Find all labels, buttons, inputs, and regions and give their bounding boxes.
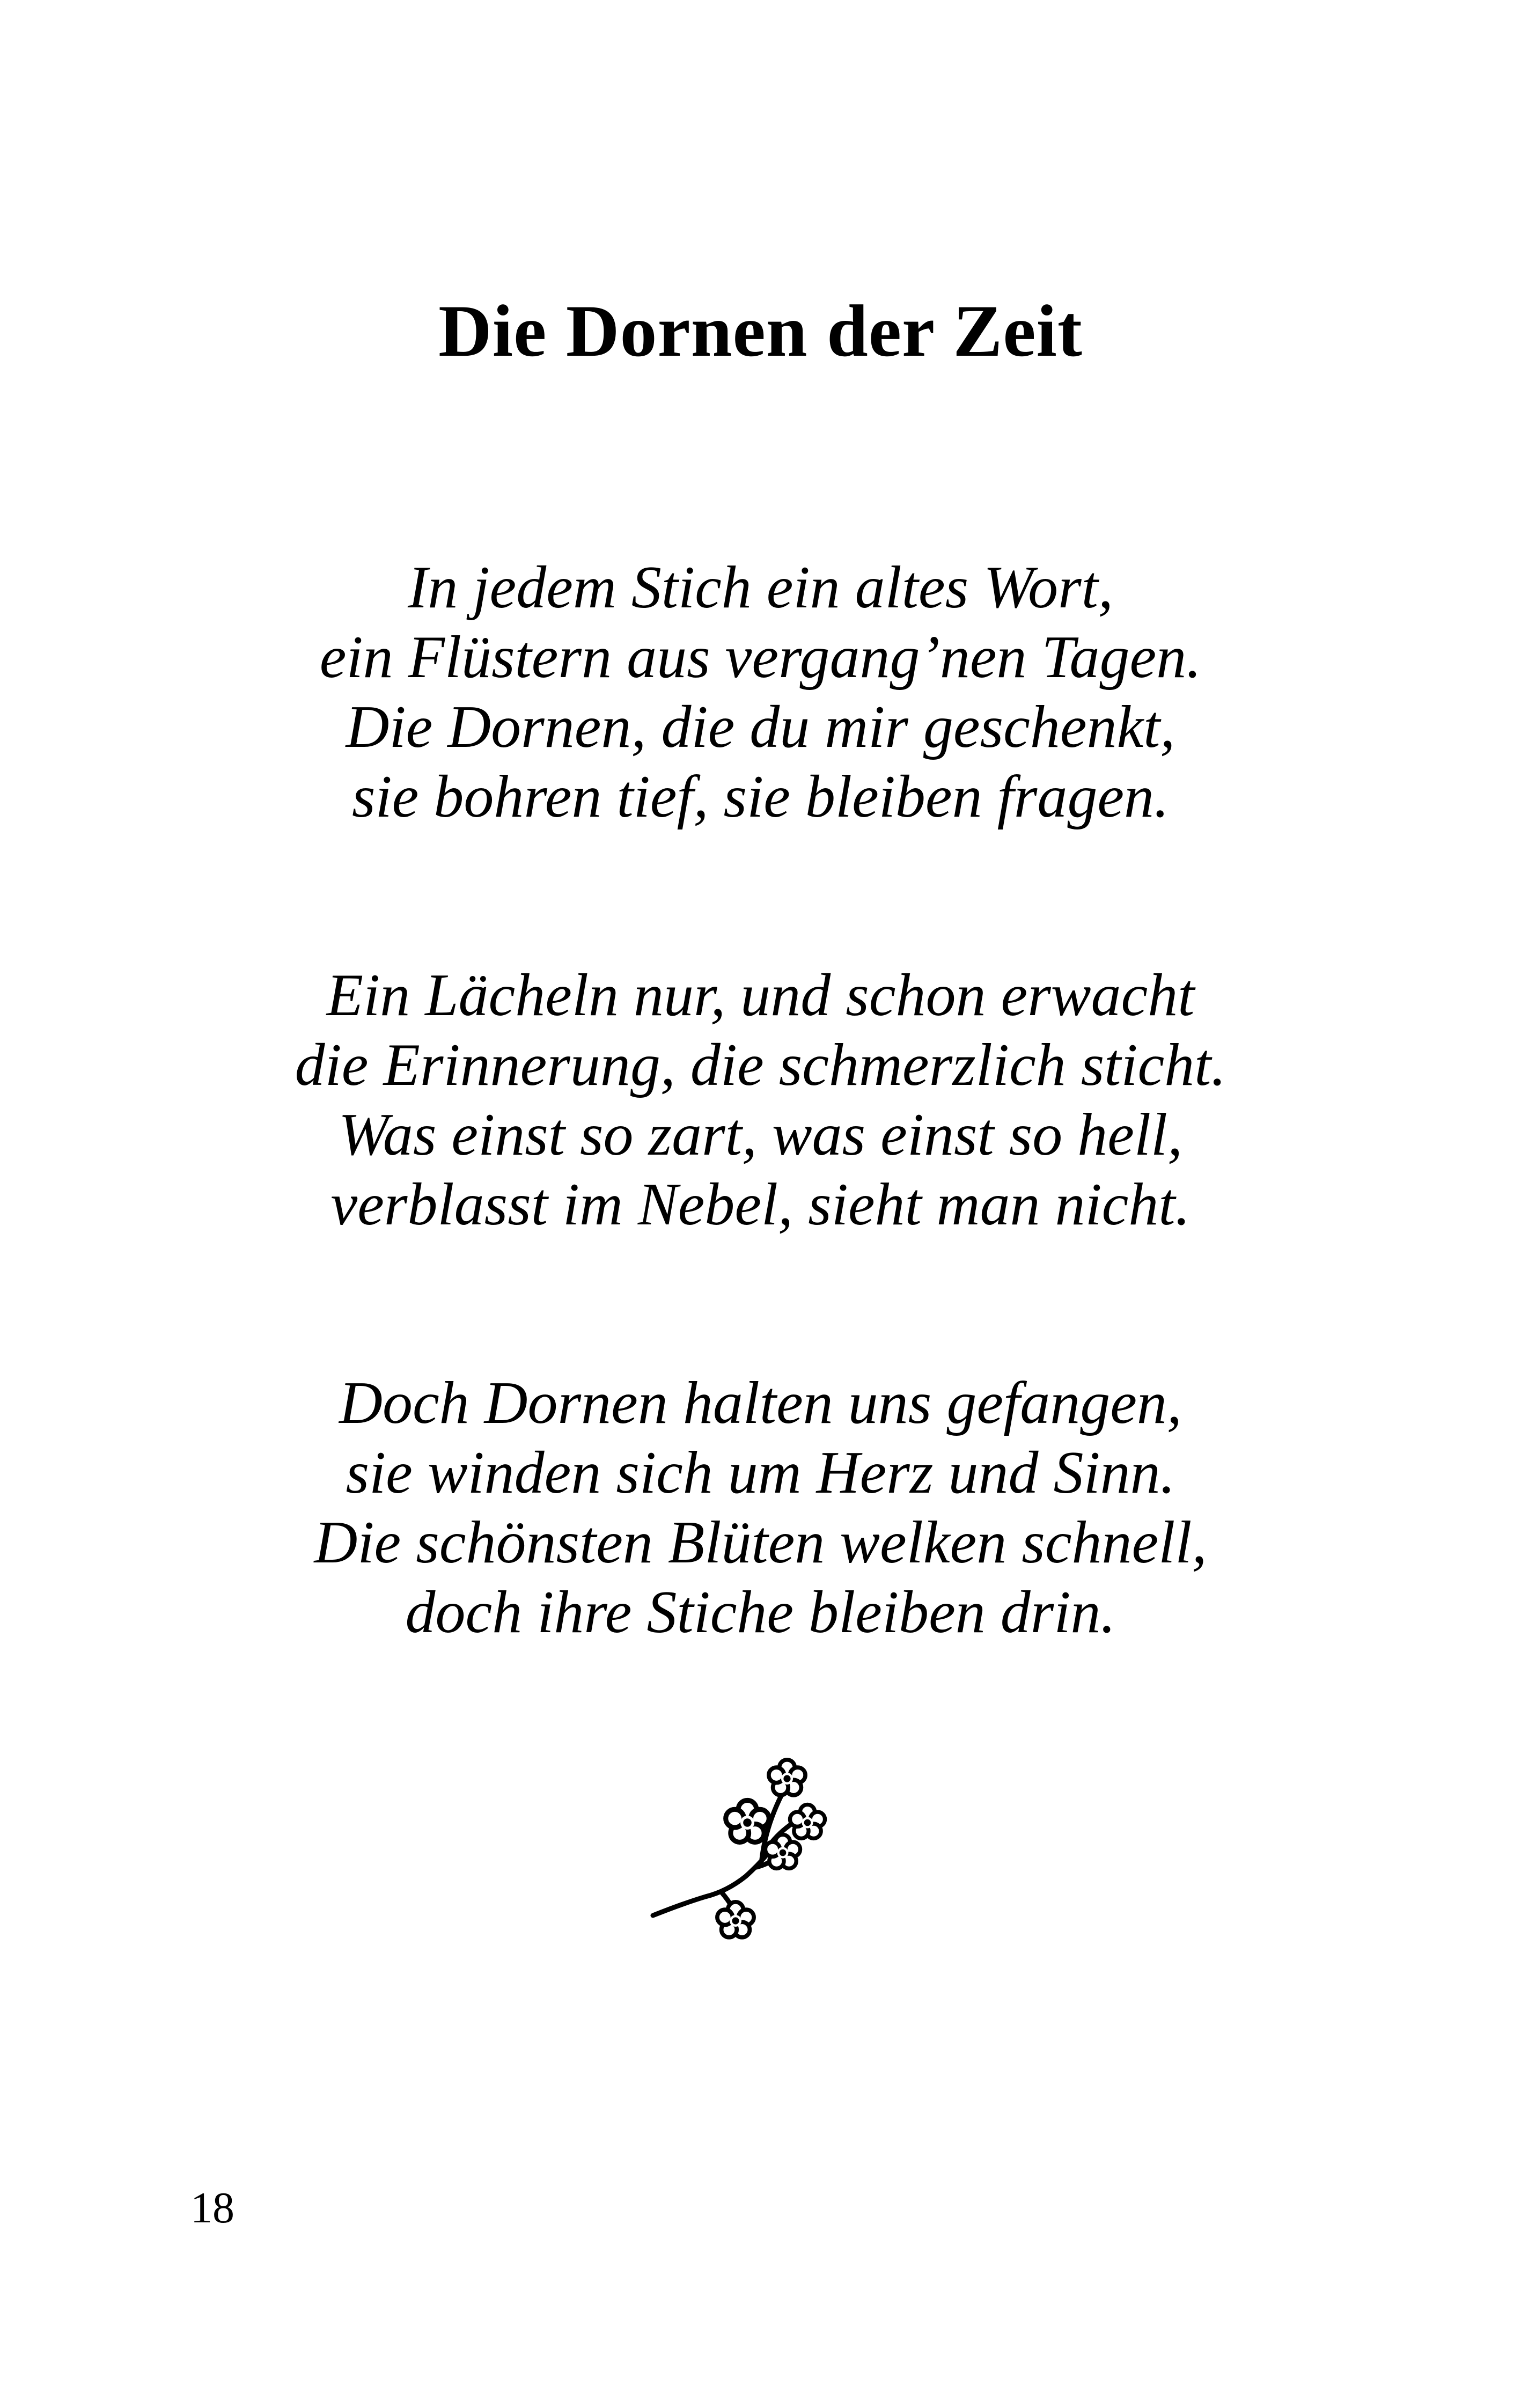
verse-line: Was einst so zart, was einst so hell, — [338, 1102, 1183, 1168]
stanza — [0, 960, 1521, 1239]
verse-line: Doch Dornen halten uns gefangen, — [339, 1370, 1182, 1436]
verse-line: doch ihre Stiche bleiben drin. — [405, 1579, 1116, 1646]
verse-line: sie winden sich um Herz und Sinn. — [346, 1440, 1175, 1506]
poem-title: Die Dornen der Zeit — [438, 290, 1083, 372]
verse-line: Ein Lächeln nur, und schon erwacht — [326, 962, 1195, 1029]
verse-line: In jedem Stich ein altes Wort, — [408, 554, 1113, 621]
verse-line: die Erinnerung, die schmerzlich sticht. — [295, 1032, 1226, 1098]
stanza — [0, 553, 1521, 832]
page-number: 18 — [190, 2183, 234, 2232]
verse-line: Die schönsten Blüten welken schnell, — [314, 1509, 1207, 1576]
verse-line: sie bohren tief, sie bleiben fragen. — [351, 763, 1170, 830]
stanza — [0, 1368, 1521, 1647]
verse-line: verblasst im Nebel, sieht man nicht. — [330, 1171, 1191, 1238]
verse-line: ein Flüstern aus vergang’nen Tagen. — [319, 624, 1202, 691]
cherry-blossom-branch-icon — [646, 1752, 861, 1956]
verse-line: Die Dornen, die du mir geschenkt, — [346, 694, 1175, 760]
